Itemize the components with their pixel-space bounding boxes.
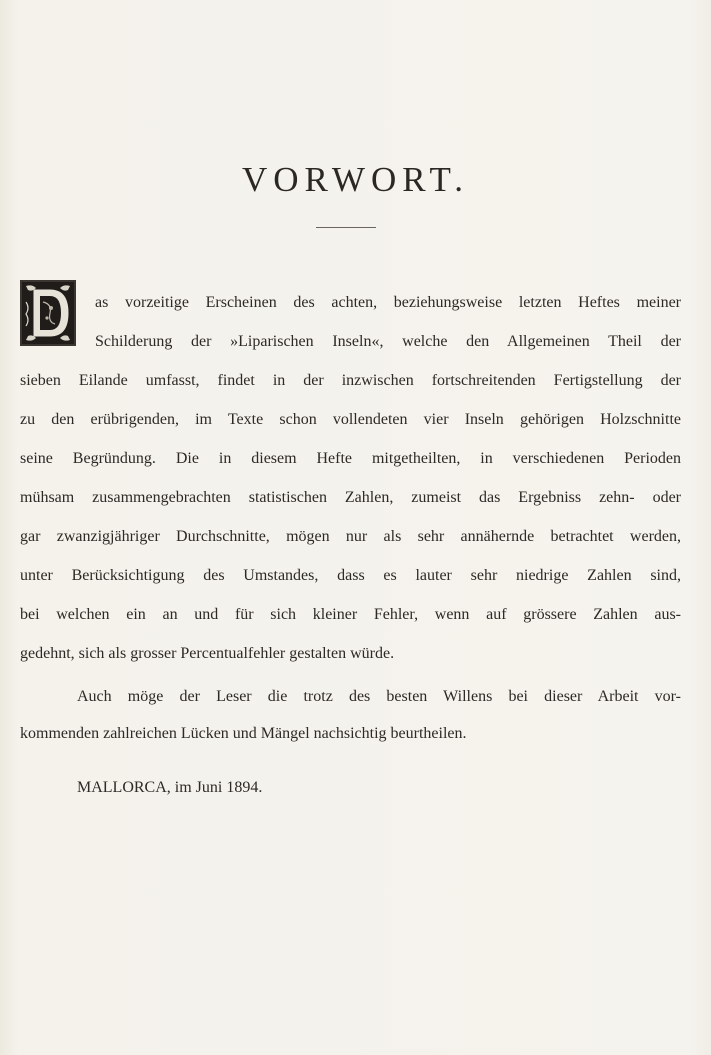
paragraph-1-line: as vorzeitige Erscheinen des achten, beziehungsweise letzten Heftes meiner — [95, 294, 681, 311]
paragraph-1 — [20, 293, 681, 673]
paragraph-1-line: unter Berücksichtigung des Umstandes, dass es lauter sehr niedrige Zahlen sind, — [20, 567, 681, 584]
paragraph-1-line: zu den erübrigenden, im Texte schon vollendeten vier Inseln gehörigen Holzschnitte — [20, 411, 681, 428]
paragraph-2-line: Auch möge der Leser die trotz des besten Willens bei dieser Arbeit vor- — [77, 688, 681, 705]
paragraph-2-line: kommenden zahlreichen Lücken und Mängel nachsichtig beurtheilen. — [20, 725, 467, 742]
page-title: VORWORT. — [241, 160, 470, 199]
paragraph-1-line: seine Begründung. Die in diesem Hefte mitgetheilten, in verschiedenen Perioden — [20, 450, 681, 467]
title-rule — [316, 227, 376, 228]
paragraph-1-line: bei welchen ein an und für sich kleiner Fehler, wenn auf grössere Zahlen aus- — [20, 606, 681, 623]
paragraph-1-line: gar zwanzigjähriger Durchschnitte, mögen nur als sehr annähernde betrachtet werden, — [20, 528, 681, 545]
paragraph-1-line: gedehnt, sich als grosser Percentualfehler gestalten würde. — [20, 645, 395, 662]
paragraph-1-line: Schilderung der »Liparischen Inseln«, welche den Allgemeinen Theil der — [95, 333, 681, 350]
paragraph-1-line: mühsam zusammengebrachten statistischen Zahlen, zumeist das Ergebniss zehn- oder — [20, 489, 681, 506]
dateline: MALLORCA, im Juni 1894. — [77, 779, 263, 796]
paragraph-1-line: sieben Eilande umfasst, findet in der inzwischen fortschreitenden Fertigstellung der — [20, 372, 681, 389]
paragraph-2 — [20, 687, 681, 747]
